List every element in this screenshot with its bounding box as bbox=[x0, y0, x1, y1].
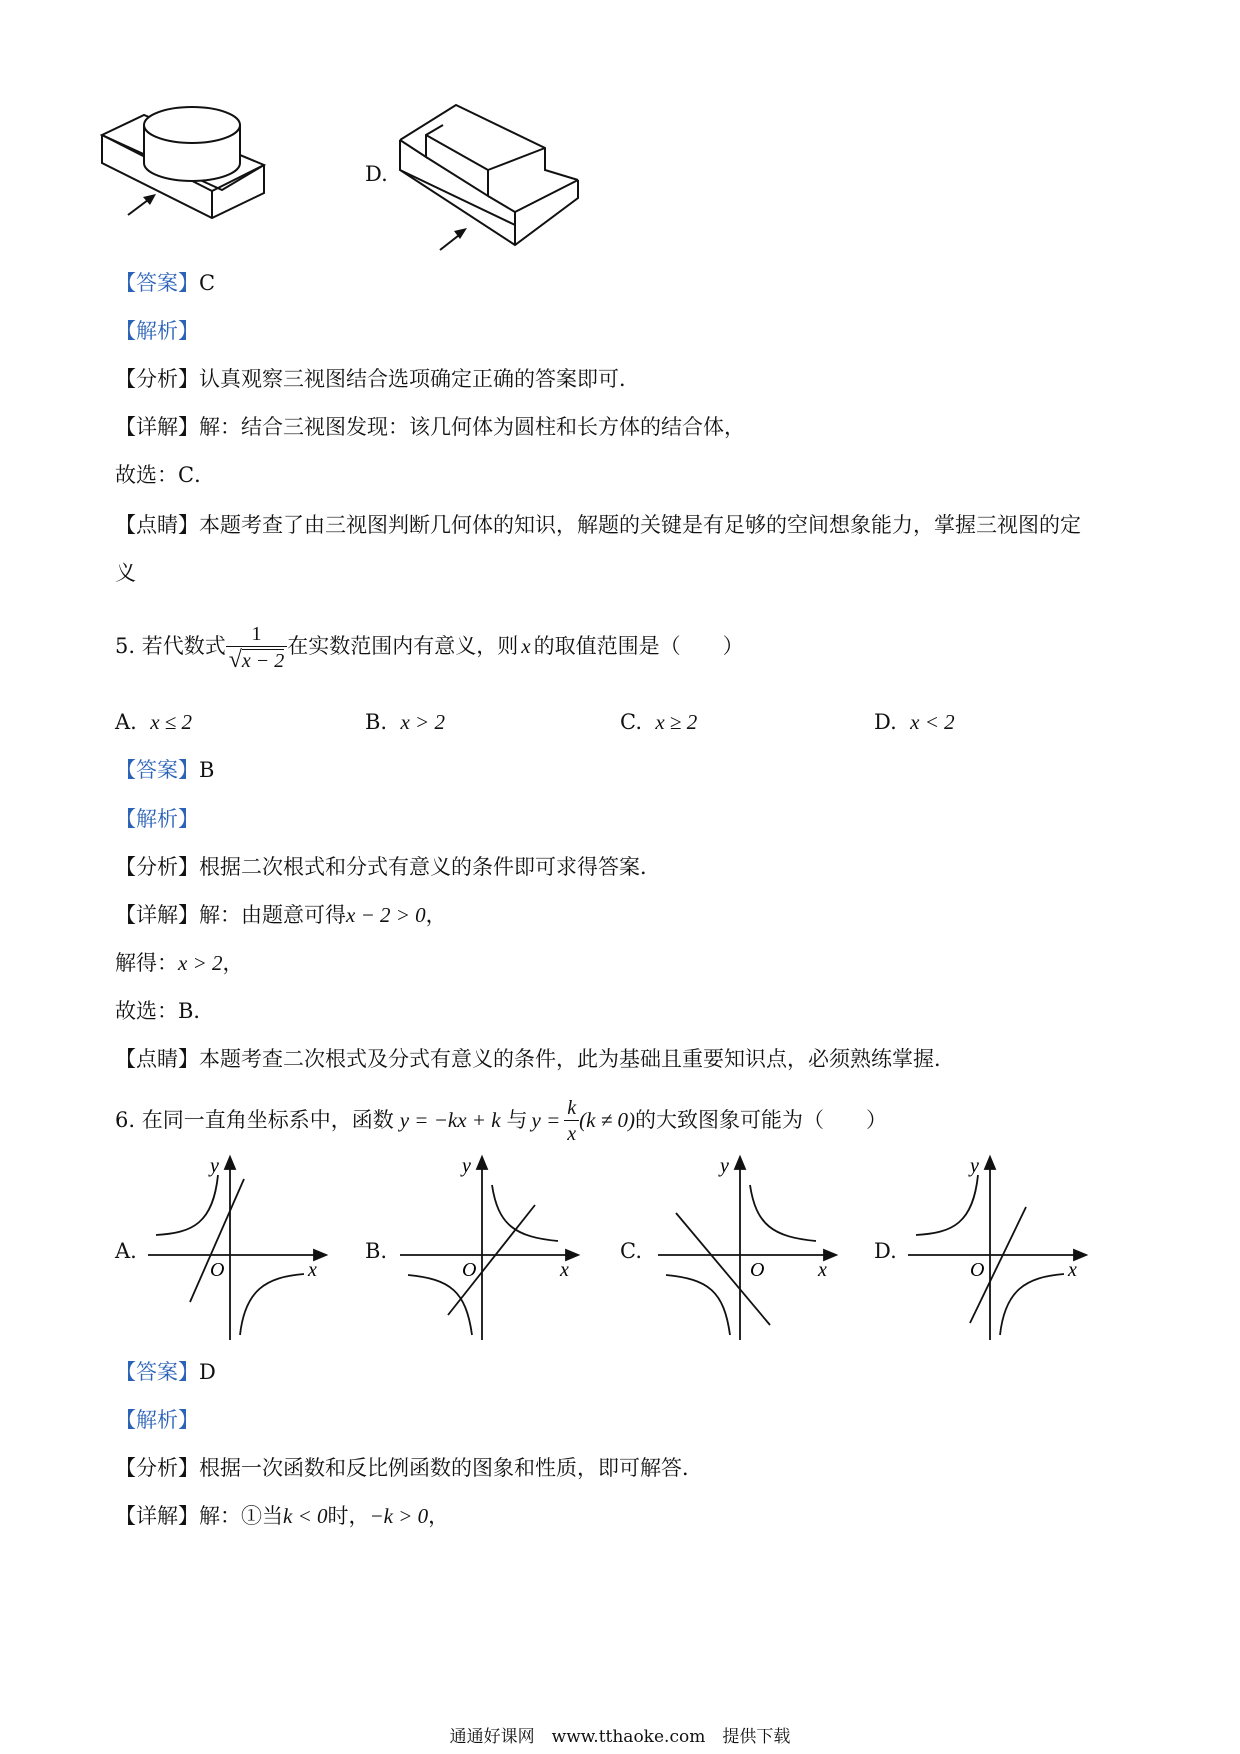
q6-graph-label-a[interactable]: A. bbox=[115, 1239, 137, 1263]
q5-fraction bbox=[226, 622, 288, 674]
xiangjie-expr2: −k > 0 bbox=[369, 1504, 429, 1528]
xiangjie-suffix: ， bbox=[428, 1504, 450, 1528]
q5-option-d[interactable] bbox=[874, 707, 955, 737]
dianjing-text: 本题考查了由三视图判断几何体的知识，解题的关键是有足够的空间想象能力，掌握三视图的定 bbox=[199, 513, 1081, 537]
analysis-tag: 【解析】 bbox=[115, 807, 199, 831]
q4-option-d-label: D. bbox=[365, 162, 388, 186]
q6-func1: y = −kx + k bbox=[399, 1108, 501, 1132]
jiede-prefix: 解得： bbox=[115, 951, 178, 975]
option-label: C. bbox=[620, 710, 642, 734]
xiangjie-suffix: ， bbox=[425, 903, 447, 927]
answer-value: B bbox=[199, 758, 215, 782]
origin-label: O bbox=[462, 1259, 477, 1281]
fenxi-tag: 【分析】 bbox=[115, 367, 199, 391]
q5-option-b[interactable] bbox=[365, 707, 445, 737]
xiangjie-tag: 【详解】 bbox=[115, 1504, 199, 1528]
q5-fenxi-line bbox=[115, 852, 661, 882]
answer-tag: 【答案】 bbox=[115, 271, 199, 295]
dianjing-tag: 【点睛】 bbox=[115, 1047, 199, 1071]
q5-answer-line bbox=[115, 755, 214, 785]
q6-graph-b bbox=[400, 1155, 580, 1345]
xiangjie-tag: 【详解】 bbox=[115, 415, 199, 439]
q5-jiede-line bbox=[115, 948, 244, 978]
q5-frac-den-wrap bbox=[226, 646, 288, 674]
answer-value: C bbox=[199, 271, 216, 295]
xiangjie-expr1: k < 0 bbox=[283, 1504, 328, 1528]
q4-analysis-line bbox=[115, 316, 199, 346]
xiangjie-prefix: 解：由题意可得 bbox=[199, 903, 346, 927]
fenxi-tag: 【分析】 bbox=[115, 1456, 199, 1480]
q6-fenxi-line bbox=[115, 1453, 703, 1483]
fenxi-text: 认真观察三视图结合选项确定正确的答案即可． bbox=[199, 367, 640, 391]
option-label: D. bbox=[874, 710, 897, 734]
origin-label: O bbox=[210, 1259, 225, 1281]
q6-stem-prefix: 6. 在同一直角坐标系中，函数 bbox=[115, 1108, 394, 1132]
q5-stem-mid: 在实数范围内有意义，则 bbox=[287, 634, 519, 658]
option-expr: x > 2 bbox=[400, 710, 445, 734]
axis-y-label: y bbox=[462, 1155, 471, 1177]
q6-frac-den: x bbox=[564, 1120, 579, 1147]
q6-graph-a bbox=[148, 1155, 328, 1345]
q6-analysis-line bbox=[115, 1405, 199, 1435]
q5-dianjing-line bbox=[115, 1044, 955, 1074]
q5-stem-prefix: 5. 若代数式 bbox=[115, 634, 226, 658]
q5-analysis-line bbox=[115, 804, 199, 834]
origin-label: O bbox=[750, 1259, 765, 1281]
origin-label: O bbox=[970, 1259, 985, 1281]
q6-fraction bbox=[564, 1096, 579, 1147]
axis-y-label: y bbox=[720, 1155, 729, 1177]
figure-stepped-block bbox=[398, 100, 588, 260]
fenxi-text: 根据二次根式和分式有意义的条件即可求得答案． bbox=[199, 855, 661, 879]
q5-option-a[interactable] bbox=[115, 707, 192, 737]
axis-y-label: y bbox=[970, 1155, 979, 1177]
q4-fenxi-line bbox=[115, 364, 640, 394]
q4-xiangjie-line bbox=[115, 412, 745, 442]
xiangjie-tag: 【详解】 bbox=[115, 903, 199, 927]
option-expr: x ≥ 2 bbox=[655, 710, 698, 734]
page-footer: 通通好课网 www.tthaoke.com 提供下载 bbox=[449, 1727, 791, 1747]
axis-x-label: x bbox=[1068, 1259, 1077, 1281]
q4-answer-line bbox=[115, 268, 215, 298]
q6-answer-line bbox=[115, 1357, 216, 1387]
q6-stem bbox=[115, 1092, 887, 1148]
axis-x-label: x bbox=[818, 1259, 827, 1281]
q6-graph-c bbox=[658, 1155, 838, 1345]
jiede-suffix: ， bbox=[222, 951, 244, 975]
q6-func2-lhs: y = bbox=[531, 1108, 561, 1132]
answer-tag: 【答案】 bbox=[115, 758, 199, 782]
q6-frac-num: k bbox=[567, 1097, 577, 1119]
q6-graph-label-d[interactable]: D. bbox=[874, 1239, 897, 1263]
q5-frac-den: x − 2 bbox=[241, 649, 285, 672]
analysis-tag: 【解析】 bbox=[115, 1408, 199, 1432]
fenxi-tag: 【分析】 bbox=[115, 855, 199, 879]
xiangjie-prefix: 解：①当 bbox=[199, 1504, 283, 1528]
q6-graph-label-b[interactable]: B. bbox=[365, 1239, 388, 1263]
figure-cylinder-on-cuboid bbox=[100, 95, 300, 255]
q6-graph-d bbox=[908, 1155, 1088, 1345]
axis-y-label: y bbox=[210, 1155, 219, 1177]
xiangjie-text: 解：结合三视图发现：该几何体为圆柱和长方体的结合体， bbox=[199, 415, 745, 439]
dianjing-text: 本题考查二次根式及分式有意义的条件，此为基础且重要知识点，必须熟练掌握． bbox=[199, 1047, 955, 1071]
axis-x-label: x bbox=[308, 1259, 317, 1281]
jiede-expr: x > 2 bbox=[178, 951, 223, 975]
q6-graph-label-c[interactable]: C. bbox=[620, 1239, 642, 1263]
answer-value: D bbox=[199, 1360, 216, 1384]
axis-x-label: x bbox=[560, 1259, 569, 1281]
xiangjie-mid: 时， bbox=[327, 1504, 370, 1528]
q5-stem-var: x bbox=[521, 634, 531, 658]
q6-stem-suffix: 的大致图象可能为（ ） bbox=[635, 1108, 887, 1132]
q5-stem bbox=[115, 618, 744, 674]
q4-dianjing-cont: 义 bbox=[115, 561, 136, 585]
q6-stem-and: 与 bbox=[506, 1108, 528, 1132]
q4-guxuan-line: 故选：C． bbox=[115, 463, 216, 487]
q5-stem-suffix: 的取值范围是（ ） bbox=[533, 634, 744, 658]
q5-frac-num: 1 bbox=[251, 622, 262, 645]
q5-xiangjie-line bbox=[115, 900, 447, 930]
answer-tag: 【答案】 bbox=[115, 1360, 199, 1384]
analysis-tag: 【解析】 bbox=[115, 319, 199, 343]
q6-func2-cond: (k ≠ 0) bbox=[579, 1108, 635, 1132]
dianjing-tag: 【点睛】 bbox=[115, 513, 199, 537]
option-label: A. bbox=[115, 710, 137, 734]
q5-option-c[interactable] bbox=[620, 707, 697, 737]
option-expr: x ≤ 2 bbox=[150, 710, 193, 734]
q4-dianjing-line bbox=[115, 510, 1081, 540]
q6-xiangjie-line bbox=[115, 1501, 449, 1531]
q5-guxuan-line: 故选：B． bbox=[115, 999, 215, 1023]
option-expr: x < 2 bbox=[910, 710, 955, 734]
fenxi-text: 根据一次函数和反比例函数的图象和性质，即可解答． bbox=[199, 1456, 703, 1480]
xiangjie-expr: x − 2 > 0 bbox=[346, 903, 426, 927]
sqrt-sign: √ bbox=[228, 646, 242, 673]
option-label: B. bbox=[365, 710, 388, 734]
